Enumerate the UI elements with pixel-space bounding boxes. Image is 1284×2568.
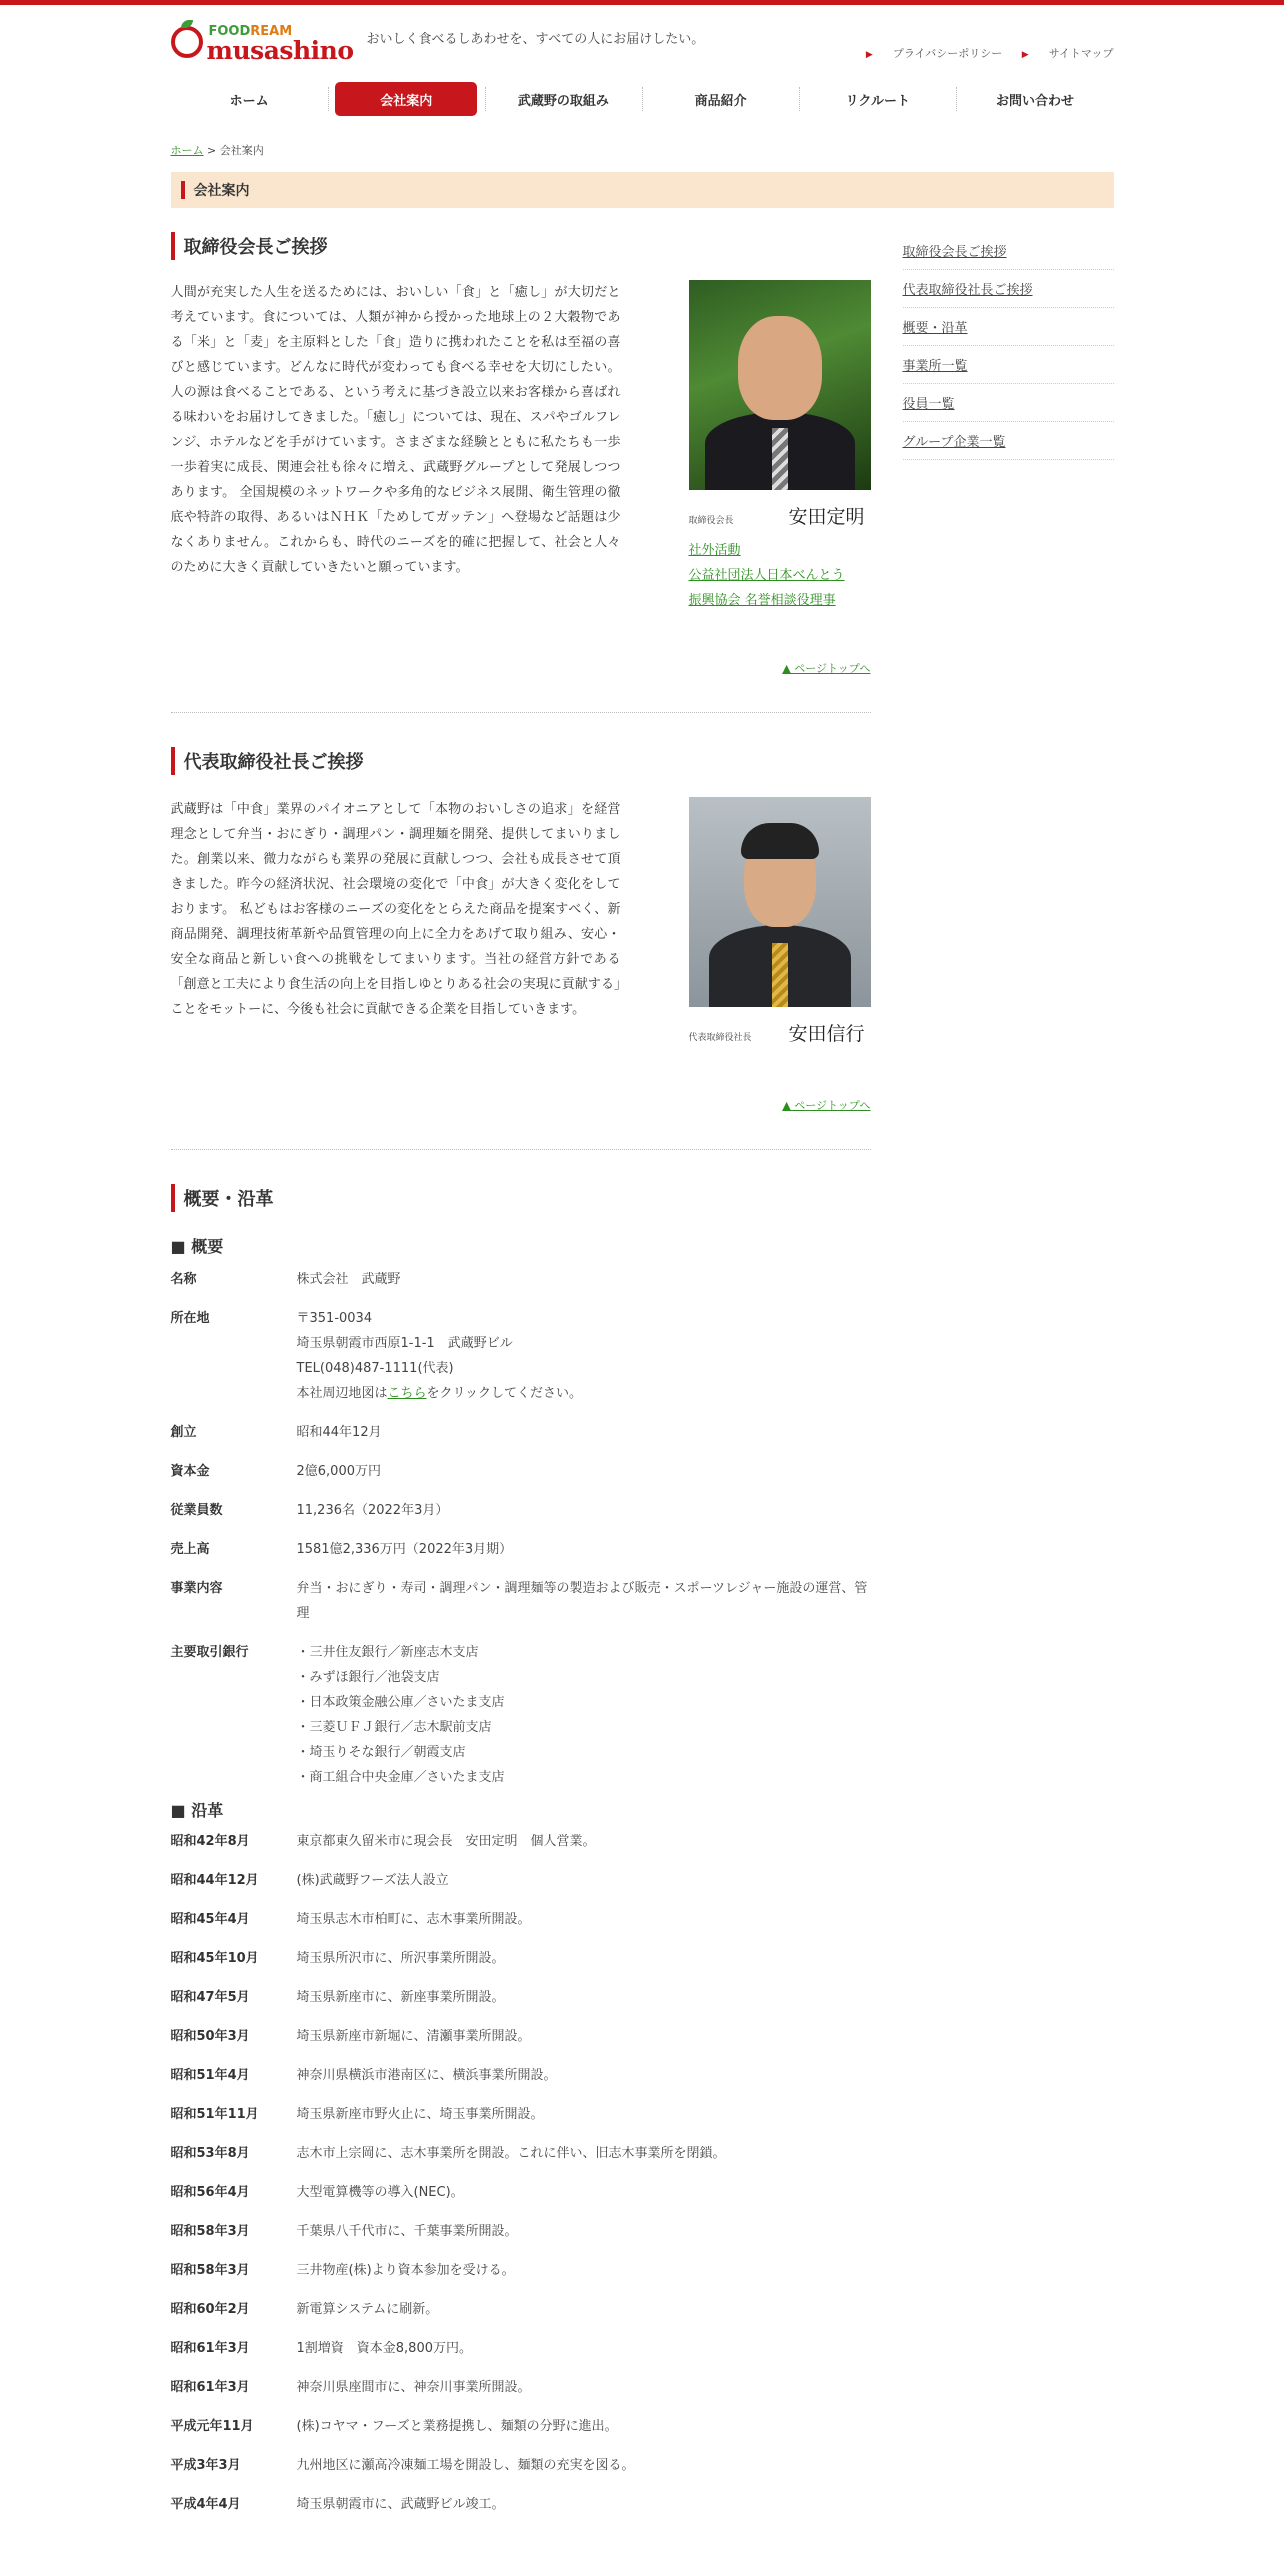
history-event: 三井物産(株)より資本参加を受ける。 bbox=[296, 2263, 515, 2278]
history-row bbox=[171, 1868, 871, 1907]
nav-contact[interactable]: お問い合わせ bbox=[956, 81, 1113, 117]
triangle-right-icon: ▶ bbox=[1021, 50, 1029, 60]
sidebar-item-group[interactable]: グループ企業一覧 bbox=[903, 422, 1114, 460]
chairman-signature bbox=[689, 502, 871, 529]
sidebar-item-president[interactable]: 代表取締役社長ご挨拶 bbox=[903, 270, 1114, 308]
site-header bbox=[171, 5, 1114, 65]
breadcrumb-separator: > bbox=[203, 144, 220, 157]
history-row bbox=[171, 1829, 871, 1868]
heading-accent-mark bbox=[171, 1184, 175, 1212]
site-logo[interactable] bbox=[171, 20, 361, 70]
table-row: 資本金 2億6,000万円 bbox=[170, 1464, 381, 1479]
president-name: 安田信行 bbox=[788, 1023, 865, 1045]
history-row bbox=[171, 2375, 871, 2414]
chairman-links bbox=[689, 538, 879, 613]
president-heading: 代表取締役社長ご挨拶 bbox=[171, 747, 871, 775]
history-row bbox=[171, 1907, 871, 1946]
face-shape bbox=[738, 316, 822, 420]
history-date: 昭和61年3月 bbox=[170, 2341, 250, 2356]
external-activities-link[interactable]: 社外活動 bbox=[688, 543, 741, 558]
history-subheading: ■ 沿革 bbox=[170, 1801, 224, 1820]
history-date: 昭和56年4月 bbox=[170, 2185, 250, 2200]
overview-subheading: ■ 概要 bbox=[170, 1237, 224, 1256]
history-date: 平成元年11月 bbox=[170, 2419, 254, 2434]
history-date: 昭和42年8月 bbox=[170, 1834, 250, 1849]
history-row bbox=[171, 2063, 871, 2102]
global-nav bbox=[171, 81, 1114, 117]
history-date: 昭和51年11月 bbox=[170, 2107, 259, 2122]
sidebar-item-offices[interactable]: 事業所一覧 bbox=[903, 346, 1114, 384]
title-accent-mark bbox=[181, 181, 185, 199]
history-event: 千葉県八千代市に、千葉事業所開設。 bbox=[296, 2224, 518, 2239]
history-date: 昭和50年3月 bbox=[170, 2029, 250, 2044]
history-date: 昭和60年2月 bbox=[170, 2302, 250, 2317]
history-row bbox=[171, 2141, 871, 2180]
history-date: 昭和51年4月 bbox=[170, 2068, 250, 2083]
history-event: 埼玉県朝霞市に、武蔵野ビル竣工。 bbox=[296, 2497, 505, 2512]
nav-initiatives[interactable]: 武蔵野の取組み bbox=[485, 81, 642, 117]
logo-wordmark: musashino bbox=[206, 36, 354, 65]
chairman-heading: 取締役会長ご挨拶 bbox=[171, 232, 871, 260]
history-event: 九州地区に瀬高冷凍麺工場を開設し、麺類の充実を図る。 bbox=[296, 2458, 635, 2473]
logo-subtitle: FOODREAM bbox=[208, 24, 293, 39]
history-row bbox=[171, 1985, 871, 2024]
table-row: 創立 昭和44年12月 bbox=[170, 1425, 382, 1440]
history-date: 平成4年4月 bbox=[170, 2497, 241, 2512]
page-wrapper bbox=[171, 5, 1114, 2562]
history-row bbox=[171, 2336, 871, 2375]
table-row: 主要取引銀行 ・三井住友銀行／新座志木支店 ・みずほ銀行／池袋支店 ・日本政策金融公庫／さいたま支店 ・三菱ＵＦＪ銀行／志木駅前支店 ・埼玉りそな銀行／朝霞支店 ・商工組合中央金庫／さいたま支店 bbox=[170, 1645, 505, 1785]
history-table bbox=[171, 1829, 871, 2531]
hair-shape bbox=[741, 823, 819, 859]
history-event: 1割増資 資本金8,800万円。 bbox=[296, 2341, 472, 2356]
history-event: 神奈川県座間市に、神奈川事業所開設。 bbox=[296, 2380, 531, 2395]
company-overview-table bbox=[171, 1267, 871, 1804]
history-event: 大型電算機等の導入(NEC)。 bbox=[296, 2185, 464, 2200]
history-date: 昭和61年3月 bbox=[170, 2380, 250, 2395]
history-row bbox=[171, 2102, 871, 2141]
history-row bbox=[171, 2180, 871, 2219]
content-area bbox=[171, 232, 1114, 2562]
sidebar-item-officers[interactable]: 役員一覧 bbox=[903, 384, 1114, 422]
main-column bbox=[171, 232, 871, 2531]
section-divider bbox=[171, 712, 871, 713]
table-row: 従業員数 11,236名（2022年3月） bbox=[170, 1503, 449, 1518]
history-event: (株)武蔵野フーズ法人設立 bbox=[296, 1873, 449, 1888]
breadcrumb-current: 会社案内 bbox=[219, 144, 264, 157]
history-event: 埼玉県新座市新堀に、清瀬事業所開設。 bbox=[296, 2029, 531, 2044]
breadcrumb bbox=[171, 142, 1114, 158]
section-divider bbox=[171, 1149, 871, 1150]
utility-links bbox=[850, 45, 1114, 61]
history-date: 昭和58年3月 bbox=[170, 2224, 250, 2239]
history-event: 東京都東久留米市に現会長 安田定明 個人営業。 bbox=[296, 1834, 596, 1849]
nav-recruit[interactable]: リクルート bbox=[799, 81, 956, 117]
history-row bbox=[171, 2453, 871, 2492]
history-event: 埼玉県新座市野火止に、埼玉事業所開設。 bbox=[296, 2107, 544, 2122]
history-row bbox=[171, 2297, 871, 2336]
overview-heading: 概要・沿革 bbox=[171, 1184, 871, 1212]
history-event: 神奈川県横浜市港南区に、横浜事業所開設。 bbox=[296, 2068, 557, 2083]
history-event: 埼玉県新座市に、新座事業所開設。 bbox=[296, 1990, 505, 2005]
history-row bbox=[171, 2414, 871, 2453]
history-event: (株)コヤマ・フーズと業務提携し、麺類の分野に進出。 bbox=[296, 2419, 618, 2434]
heading-accent-mark bbox=[171, 232, 175, 260]
president-signature bbox=[689, 1019, 871, 1046]
president-photo bbox=[689, 797, 871, 1007]
history-date: 昭和53年8月 bbox=[170, 2146, 250, 2161]
president-role: 代表取締役社長 bbox=[688, 1033, 752, 1043]
triangle-right-icon: ▶ bbox=[865, 50, 873, 60]
history-row bbox=[171, 2219, 871, 2258]
chairman-role: 取締役会長 bbox=[688, 516, 734, 526]
sidebar-item-chairman[interactable]: 取締役会長ご挨拶 bbox=[903, 232, 1114, 270]
chairman-photo bbox=[689, 280, 871, 490]
nav-home[interactable]: ホーム bbox=[229, 93, 269, 109]
association-role-link[interactable]: 振興協会 名誉相談役理事 bbox=[688, 593, 836, 608]
history-date: 昭和45年10月 bbox=[170, 1951, 259, 1966]
history-row bbox=[171, 2024, 871, 2063]
history-event: 新電算システムに刷新。 bbox=[296, 2302, 439, 2317]
history-row bbox=[171, 2492, 871, 2531]
table-row: 名称 株式会社 武蔵野 bbox=[170, 1272, 401, 1287]
logo-mark-icon bbox=[171, 26, 203, 58]
tie-shape bbox=[772, 943, 788, 1007]
chairman-name: 安田定明 bbox=[788, 506, 865, 528]
history-date: 昭和47年5月 bbox=[170, 1990, 250, 2005]
sitemap-link[interactable]: ▶ サイトマップ bbox=[1021, 47, 1114, 60]
page-top-link[interactable]: ▲ ページトップへ bbox=[782, 1099, 871, 1112]
history-date: 昭和44年12月 bbox=[170, 1873, 259, 1888]
table-row: 売上高 1581億2,336万円（2022年3月期） bbox=[170, 1542, 513, 1557]
chairman-message: 人間が充実した人生を送るためには、おいしい「食」と「癒し」が大切だと考えています。食については、人類が神から授かった地球上の２大穀物である「米」と「麦」を主原料とした「食」造りに携われたことを私は至福の喜びと感じています。どんなに時代が変わっても食べる幸せを大切にしたい。人の源は食べることである、という考えに基づき設立以来お客様から喜ばれる味わいをお届けしてきました。「癒し」については、現在、スパやゴルフレンジ、ホテルなどを手がけています。さまざまな経験とともに私たちも一歩一歩着実に成長、関連会社も徐々に増え、武蔵野グループとして発展しつつあります。 全国規模のネットワークや多角的なビジネス展開、衛生管理の徹底や特許の取得、あるいはＮＨＫ「ためしてガッテン」へ登場など話題は少なくありません。これからも、時代のニーズを的確に把握して、社会と人々のために大きく貢献していきたいと願っています。 bbox=[170, 285, 621, 575]
breadcrumb-home-link[interactable]: ホーム bbox=[170, 144, 204, 157]
table-row: 事業内容 弁当・おにぎり・寿司・調理パン・調理麺等の製造および販売・スポーツレジャー施設の運営、管理 bbox=[170, 1581, 868, 1621]
table-row: 所在地 〒351-0034 埼玉県朝霞市西原1-1-1 武蔵野ビル TEL(048)487-1111(代表) 本社周辺地図はこちらをクリックしてください。 bbox=[170, 1311, 583, 1401]
history-event: 埼玉県所沢市に、所沢事業所開設。 bbox=[296, 1951, 505, 1966]
sidebar-item-overview[interactable]: 概要・沿革 bbox=[903, 308, 1114, 346]
tie-shape bbox=[772, 428, 788, 490]
president-greeting bbox=[171, 797, 871, 1097]
history-date: 昭和58年3月 bbox=[170, 2263, 250, 2278]
privacy-policy-link[interactable]: ▶ プライバシーポリシー bbox=[865, 47, 1003, 60]
chairman-greeting bbox=[171, 280, 871, 660]
history-row bbox=[171, 1946, 871, 1985]
history-date: 平成3年3月 bbox=[170, 2458, 241, 2473]
nav-company[interactable]: 会社案内 bbox=[328, 81, 485, 117]
sidebar-nav bbox=[903, 232, 1114, 460]
president-message: 武蔵野は「中食」業界のパイオニアとして「本物のおいしさの追求」を経営理念として弁当・おにぎり・調理パン・調理麺を開発、提供してまいりました。創業以来、微力ながらも業界の発展に貢献しつつ、会社も成長させて頂きました。昨今の経済状況、社会環境の変化で「中食」が大きく変化をしております。 私どもはお客様のニーズの変化をとらえた商品を提案すべく、新商品開発、調理技術革新や品質管理の向上に全力をあげて取り組み、安心・安全な商品と新しい食への挑戦をしてまいります。当社の経営方針である「創意と工夫により食生活の向上を目指しゆとりある社会の実現に貢献する」ことをモットーに、今後も社会に貢献できる企業を目指していきます。 bbox=[170, 802, 621, 1017]
history-date: 昭和45年4月 bbox=[170, 1912, 250, 1927]
page-top-link[interactable]: ▲ ページトップへ bbox=[782, 662, 871, 675]
site-tagline: おいしく食べるしあわせを、すべての人にお届けしたい。 bbox=[366, 32, 705, 47]
map-link[interactable]: こちら bbox=[387, 1386, 427, 1401]
nav-products[interactable]: 商品紹介 bbox=[642, 81, 799, 117]
bento-association-link[interactable]: 公益社団法人日本べんとう bbox=[688, 568, 845, 583]
heading-accent-mark bbox=[171, 747, 175, 775]
page-title: 会社案内 bbox=[193, 183, 250, 199]
history-event: 志木市上宗岡に、志木事業所を開設。これに伴い、旧志木事業所を閉鎖。 bbox=[296, 2146, 726, 2161]
history-row bbox=[171, 2258, 871, 2297]
page-title-bar bbox=[171, 172, 1114, 208]
history-event: 埼玉県志木市柏町に、志木事業所開設。 bbox=[296, 1912, 531, 1927]
